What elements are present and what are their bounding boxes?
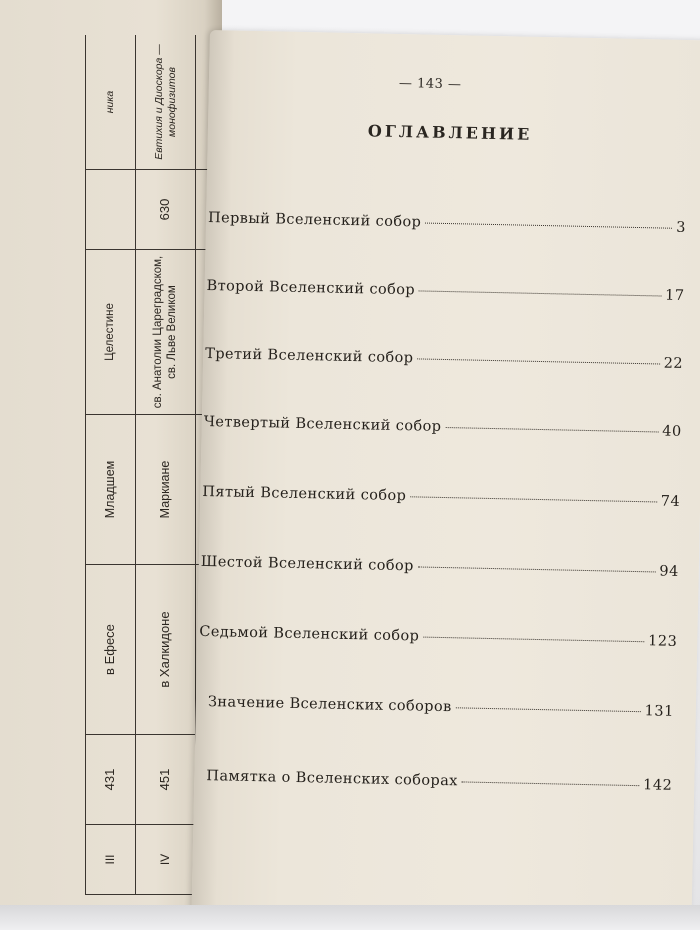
toc-entry[interactable] bbox=[208, 210, 686, 236]
leader-dots bbox=[423, 637, 644, 643]
leader-dots bbox=[445, 427, 658, 432]
table-row bbox=[85, 35, 135, 895]
toc-entry-label: Памятка о Вселенских соборах bbox=[206, 768, 458, 790]
page-number: — 143 — bbox=[398, 75, 462, 93]
toc-entry[interactable] bbox=[199, 624, 677, 650]
toc-entry[interactable] bbox=[206, 278, 684, 304]
table-cell: IV bbox=[136, 825, 195, 895]
table-cell: ника bbox=[86, 35, 135, 170]
table-cell: III bbox=[86, 825, 135, 895]
toc-entry-label: Четвертый Вселенский собор bbox=[203, 413, 442, 435]
toc-entry-page: 123 bbox=[647, 633, 678, 650]
table-surface bbox=[0, 905, 700, 930]
toc-entry-page: 40 bbox=[662, 423, 682, 440]
toc-entry-label: Второй Вселенский собор bbox=[206, 277, 416, 299]
toc-entry[interactable] bbox=[205, 346, 683, 372]
right-page bbox=[192, 30, 700, 920]
toc-entry[interactable] bbox=[204, 414, 682, 440]
table-cell: Маркиане bbox=[136, 415, 195, 565]
toc-entry-page: 131 bbox=[644, 703, 674, 720]
table-cell: Младшем bbox=[86, 415, 135, 565]
toc-entry-page: 142 bbox=[642, 777, 673, 794]
left-page bbox=[0, 0, 222, 905]
toc-entry[interactable] bbox=[201, 554, 679, 580]
table-cell: Целестине bbox=[86, 250, 135, 415]
leader-dots bbox=[462, 781, 639, 786]
toc-entry-label: Седьмой Вселенский собор bbox=[199, 623, 420, 645]
table-cell: св. Анатолии Цареградском, св. Льве Великом bbox=[136, 250, 195, 415]
table-cell: 431 bbox=[86, 735, 135, 825]
leader-dots bbox=[425, 223, 672, 229]
leader-dots bbox=[456, 707, 641, 712]
leader-dots bbox=[418, 566, 656, 572]
leader-dots bbox=[410, 496, 657, 502]
table-row bbox=[135, 35, 195, 895]
table-cell: в Ефесе bbox=[86, 565, 135, 735]
leader-dots bbox=[419, 290, 661, 296]
table-cell bbox=[86, 170, 135, 250]
toc-entry-label: Пятый Вселенский собор bbox=[202, 483, 407, 505]
table-cell: 630 bbox=[136, 170, 195, 250]
toc-entry-page: 3 bbox=[676, 219, 687, 237]
toc-entry-page: 22 bbox=[663, 355, 684, 372]
toc-entry-label: Шестой Вселенский собор bbox=[200, 553, 414, 575]
toc-entry-label: Значение Вселенских соборов bbox=[207, 694, 452, 716]
leader-dots bbox=[417, 358, 659, 364]
toc-entry-page: 74 bbox=[660, 493, 681, 510]
toc-entry-page: 17 bbox=[664, 287, 685, 304]
toc-entry-page: 94 bbox=[659, 563, 679, 580]
table-cell: 451 bbox=[136, 735, 195, 825]
toc-entry[interactable] bbox=[206, 768, 672, 794]
toc-entry[interactable] bbox=[208, 694, 674, 720]
toc-entry-label: Третий Вселенский собор bbox=[205, 345, 414, 367]
toc-entry[interactable] bbox=[202, 484, 680, 510]
table-cell: в Халкидоне bbox=[136, 565, 195, 735]
table-cell: Евтихия и Диоскора — монофизитов bbox=[136, 35, 195, 170]
toc-title: ОГЛАВЛЕНИЕ bbox=[367, 121, 533, 144]
toc-entry-label: Первый Вселенский собор bbox=[207, 210, 422, 231]
